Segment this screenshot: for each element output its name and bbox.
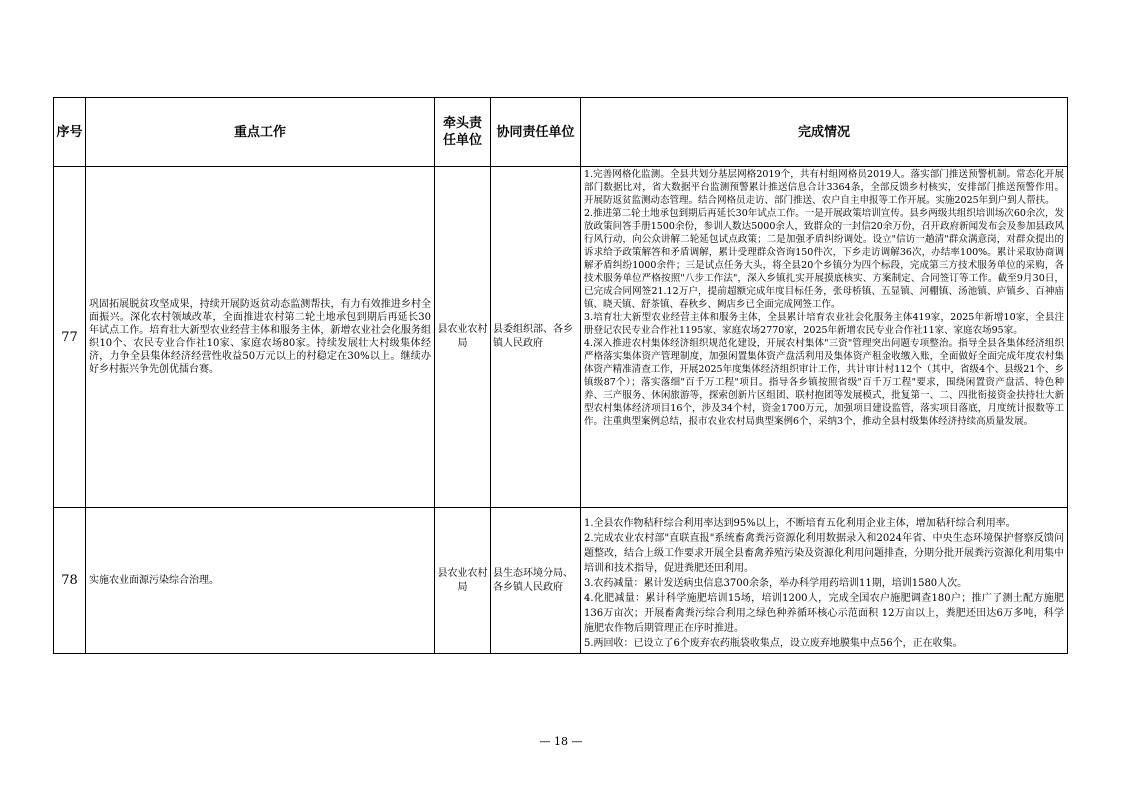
row-co-unit: 县生态环境分局、各乡镇人民政府 [491,508,581,654]
header-work: 重点工作 [86,98,435,167]
status-item: 4.化肥减量：累计科学施肥培训15场，培训1200人，完成全国农户施肥调查180户；推广了测土配方施肥136万亩次；开展畜禽粪污综合利用之绿色种养循环核心示范面积 12万亩以上，粪肥还田达6万多吨，科学施肥农作物后期管理正在序时推进。 [584,593,1064,634]
status-item: 2.完成农业农村部"直联直报"系统畜禽粪污资源化利用数据录入和2024年省、中央生态环境保护督察反馈问题整改，结合上级工作要求开展全县畜禽养殖污染及资源化利用问题排查，分期分批开展粪污资源化利用集中培训和技术指导，促进粪肥还田利用。 [584,533,1064,574]
status-item: 3.培育壮大新型农业经营主体和服务主体，全县累计培育农业社会化服务主体419家，2025年新增10家，全县注册登记农民专业合作社1195家、家庭农场2770家，2025年新增农民专业合作社11家、家庭农场95家。 [584,312,1064,336]
page-number: — 18 — [539,735,583,748]
status-item: 5.两回收：已设立了6个废弃农药瓶袋收集点，设立废弃地膜集中点56个，正在收集。 [584,638,963,649]
status-item: 1.完善网格化监测。全县共划分基层网格2019个，共有村组网格员2019人。落实部门推送预警机制。常态化开展部门数据比对，省大数据平台监测预警累计推送信息合计3364条，全部反馈乡村核实，安排部门推送预警作用。开展防返贫监测动态管理。结合网格员走访、部门推送、农户自主申报等工作开展。实施2025年到户到人帮扶。 [584,169,1064,206]
row-work: 巩固拓展脱贫攻坚成果，持续开展防返贫动态监测帮扶，有力有效推进乡村全面振兴。深化农村领域改革，全面推进农村第二轮土地承包到期后再延长30年试点工作。培育壮大新型农业经营主体和服务主体，新增农业社会化服务组织10个、农民专业合作社10家、家庭农场80家。持续发展壮大村级集体经济，力争全县集体经济经营性收益50万元以上的村稳定在30%以上。继续办好乡村振兴争先创优擂台赛。 [86,167,435,508]
status-item: 2.推进第二轮土地承包到期后再延长30年试点工作。一是开展政策培训宣传。县乡两级共组织培训场次60余次，发放政策问答手册1500余份，参训人数达5000余人，致群众的一封信20余万份，召开政府新闻发布会及参加县政风行风行动，向公众讲解二轮延包试点政策；二是加强矛盾纠纷调处。设立"信访一趟清"群众满意岗，对群众提出的诉求给予政策解答和矛盾调解，累计受理群众咨询150件次，下乡走访调解36次，办结率100%。累计采取协商调解矛盾纠纷1000余件；三是试点任务大头，将全县20个乡镇分为四个标段，完成第三方技术服务单位的采购，各技术服务单位严格按照"八步工作法"，深入乡镇扎实开展摸底核实、方案制定、合同签订等工作。截至9月30日，已完成合同网签21.12万户，提前超额完成年度目标任务，张母桥镇、五显镇、河棚镇、汤池镇、庐镇乡、百神庙镇、晓天镇、舒茶镇、春秋乡、阙店乡已全面完成网签工作。 [584,208,1064,310]
row-seq: 77 [54,167,86,508]
row-work: 实施农业面源污染综合治理。 [86,508,435,654]
status-item: 1.全县农作物秸秆综合利用率达到95%以上，不断培育五化利用企业主体，增加秸秆综合利用率。 [584,518,1016,529]
header-co-unit: 协同责任单位 [491,98,581,167]
status-item: 4.深入推进农村集体经济组织规范化建设，开展农村集体"三资"管理突出问题专项整治。指导全县各集体经济组织严格落实集体资产管理制度，加强闲置集体资产盘活利用及集体资产租金收缴入账，全面做好全面完成年度农村集体资产精准清查工作，开展2025年度集体经济组织审计工作，共计审计村112个（其中，省级4个、县级21个、乡镇级87个）；落实落细"百千万工程"项目。指导各乡镇按照省级"百千万工程"要求，围绕闲置资产盘活、特色种养、三产服务、休闲旅游等，探索创新片区组团、联村抱团等发展模式，批复第一、二、四批衔接资金扶持壮大新型农村集体经济项目16个，涉及34个村，资金1700万元，加强项目建设监管，落实项目落底，月度统计报数等工作。注重典型案例总结，报市农业农村局典型案例6个，采纳3个，推动全县村级集体经济持续高质量发展。 [584,338,1064,427]
header-seq: 序号 [54,98,86,167]
row-lead-unit: 县农业农村局 [435,167,491,508]
table-row [54,167,1068,508]
header-status: 完成情况 [581,98,1068,167]
table-header-row [54,98,1068,167]
row-seq: 78 [54,508,86,654]
row-co-unit: 县委组织部、各乡镇人民政府 [491,167,581,508]
row-lead-unit: 县农业农村局 [435,508,491,654]
row-status [581,508,1068,654]
table-row [54,508,1068,654]
status-item: 3.农药减量：累计发送病虫信息3700余条，举办科学用药培训11期，培训1580人次。 [584,578,968,589]
row-status [581,167,1068,508]
header-lead-unit: 牵头责任单位 [435,98,491,167]
work-progress-table [53,97,1068,654]
